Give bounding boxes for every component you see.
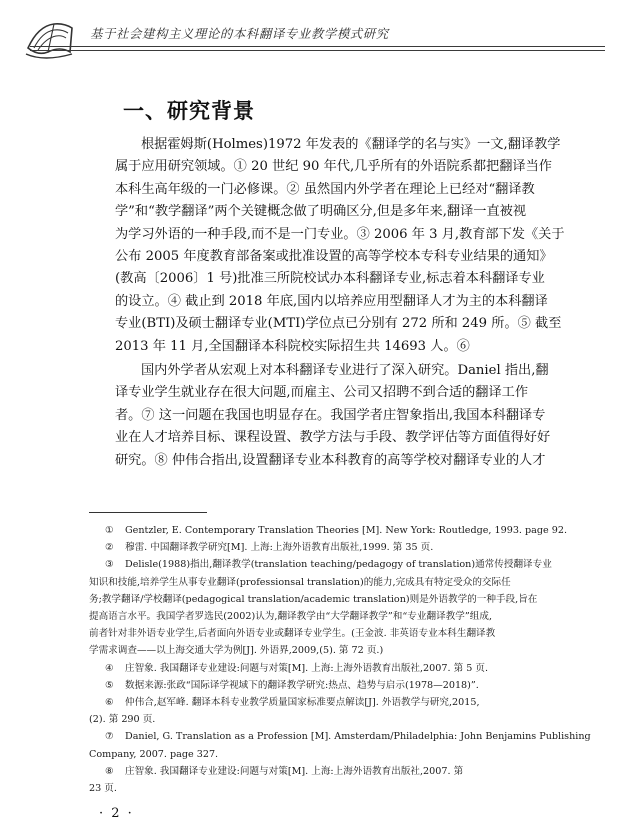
- footnote-separator: [89, 512, 207, 513]
- footnote: [89, 522, 568, 539]
- footnote-mark: ④: [105, 662, 114, 674]
- body-text: [89, 134, 565, 474]
- footnote-text: (2). 第 290 页.: [89, 714, 156, 726]
- footnote-text: 前者针对非外语专业学生,后者面向外语专业或翻译专业学生。(王金波. 非英语专业本科生翻译教: [89, 628, 496, 640]
- text-line: 本科生高年级的一门必修课。② 虽然国内外学者在理论上已经对“翻译教: [115, 181, 535, 197]
- text-line: 根据霍姆斯(Holmes)1972 年发表的《翻译学的名与实》一文,翻译教学: [141, 137, 561, 152]
- footnote-text: 务;教学翻译/学校翻译(pedagogical translation/academic translation)则是外语教学的一种手段,旨在: [89, 593, 538, 605]
- text-line: 国内外学者从宏观上对本科翻译专业进行了深入研究。Daniel 指出,翻: [141, 363, 549, 379]
- text-line: 2013 年 11 月,全国翻译本科院校实际招生共 14693 人。⑥: [115, 338, 470, 354]
- open-book-icon: [24, 18, 76, 64]
- footnote: [89, 763, 549, 797]
- text-line: 为学习外语的一种手段,而不是一门专业。③ 2006 年 3 月,教育部下发《关于: [115, 226, 565, 242]
- section-title: 一、研究背景: [123, 99, 255, 123]
- footnote-mark: ⑥: [105, 697, 114, 709]
- footnote-mark: ③: [105, 559, 114, 571]
- text-line: 业在人才培养目标、课程设置、教学方法与手段、教学评估等方面值得好好: [115, 430, 551, 446]
- header-rule-thick: [30, 46, 605, 47]
- text-line: 学”和“教学翻译”两个关键概念做了明确区分,但是多年来,翻译一直被视: [115, 204, 527, 220]
- paragraph: [89, 360, 549, 472]
- page-number: · 2 ·: [99, 806, 134, 821]
- footnote-text: 庄智象. 我国翻译专业建设:问题与对策[M]. 上海:上海外语教育出版社,2007. 第 5 页.: [125, 662, 489, 674]
- footnote-text: 提高语言水平。我国学者罗选民(2002)认为,翻译教学由“大学翻译教学”和“专业翻译教学”组成,: [89, 611, 492, 623]
- footnotes: [89, 522, 591, 797]
- text-line: 者。⑦ 这一问题在我国也明显存在。我国学者庄智象指出,我国本科翻译专: [115, 407, 546, 423]
- footnote-mark: ①: [105, 525, 114, 536]
- footnote-text: Delisle(1988)指出,翻译教学(translation teaching/pedagogy of translation)通常传授翻译专业: [125, 559, 552, 571]
- footnote: [89, 556, 552, 659]
- footnote-text: 仲伟合,赵军峰. 翻译本科专业教学质量国家标准要点解读[J]. 外语教学与研究,2015,: [125, 697, 480, 709]
- header-rule-thin: [30, 50, 605, 51]
- footnote-text: Daniel, G. Translation as a Profession [M]. Amsterdam/Philadelphia: John Benjamins Publishing: [125, 731, 591, 743]
- text-line: 公布 2005 年度教育部备案或批准设置的高等学校本专科专业结果的通知》: [115, 249, 553, 265]
- footnote-text: 学需求调查——以上海交通大学为例[J]. 外语界,2009,(5). 第 72 页.): [89, 645, 384, 657]
- text-line: 专业(BTI)及硕士翻译专业(MTI)学位点已分别有 272 所和 249 所。⑤ 截至: [115, 316, 562, 332]
- text-line: 的设立。④ 截止到 2018 年底,国内以培养应用型翻译人才为主的本科翻译: [115, 293, 548, 309]
- text-line: 属于应用研究领域。① 20 世纪 90 年代,几乎所有的外语院系都把翻译当作: [115, 159, 552, 175]
- footnote-text: 23 页.: [89, 783, 117, 795]
- footnote-text: 庄智象. 我国翻译专业建设:问题与对策[M]. 上海:上海外语教育出版社,2007. 第: [125, 765, 464, 777]
- footnote: [89, 728, 591, 762]
- footnote-mark: ⑤: [105, 679, 114, 691]
- paragraph: [89, 134, 565, 358]
- footnote-text: 知识和技能,培养学生从事专业翻译(professionsal translation)的能力,完成具有特定受众的交际任: [89, 576, 511, 588]
- footnote-mark: ⑦: [105, 731, 114, 743]
- running-header-title: 基于社会建构主义理论的本科翻译专业教学模式研究: [90, 26, 389, 41]
- text-line: 译专业学生就业存在很大问题,而雇主、公司又招聘不到合适的翻译工作: [115, 385, 529, 401]
- footnote: [89, 694, 549, 728]
- footnote-mark: ②: [105, 542, 114, 554]
- text-line: 研究。⑧ 仲伟合指出,设置翻译专业本科教育的高等学校对翻译专业的人才: [115, 452, 546, 468]
- footnote-text: 数据来源:张政“国际译学视域下的翻译教学研究:热点、趋势与启示(1978—2018)”.: [125, 679, 479, 691]
- footnote-text: 穆雷. 中国翻译教学研究[M]. 上海:上海外语教育出版社,1999. 第 35 页.: [125, 542, 434, 554]
- footnote-mark: ⑧: [105, 765, 114, 777]
- text-line: (教高〔2006〕1 号)批准三所院校试办本科翻译专业,标志着本科翻译专业: [115, 271, 545, 287]
- footnote-text: Company, 2007. page 327.: [89, 748, 219, 760]
- footnote: [89, 660, 549, 677]
- footnote-text: Gentzler, E. Contemporary Translation Theories [M]. New York: Routledge, 1993. page 92.: [125, 525, 568, 536]
- footnote: [89, 539, 549, 556]
- footnote: [89, 677, 549, 694]
